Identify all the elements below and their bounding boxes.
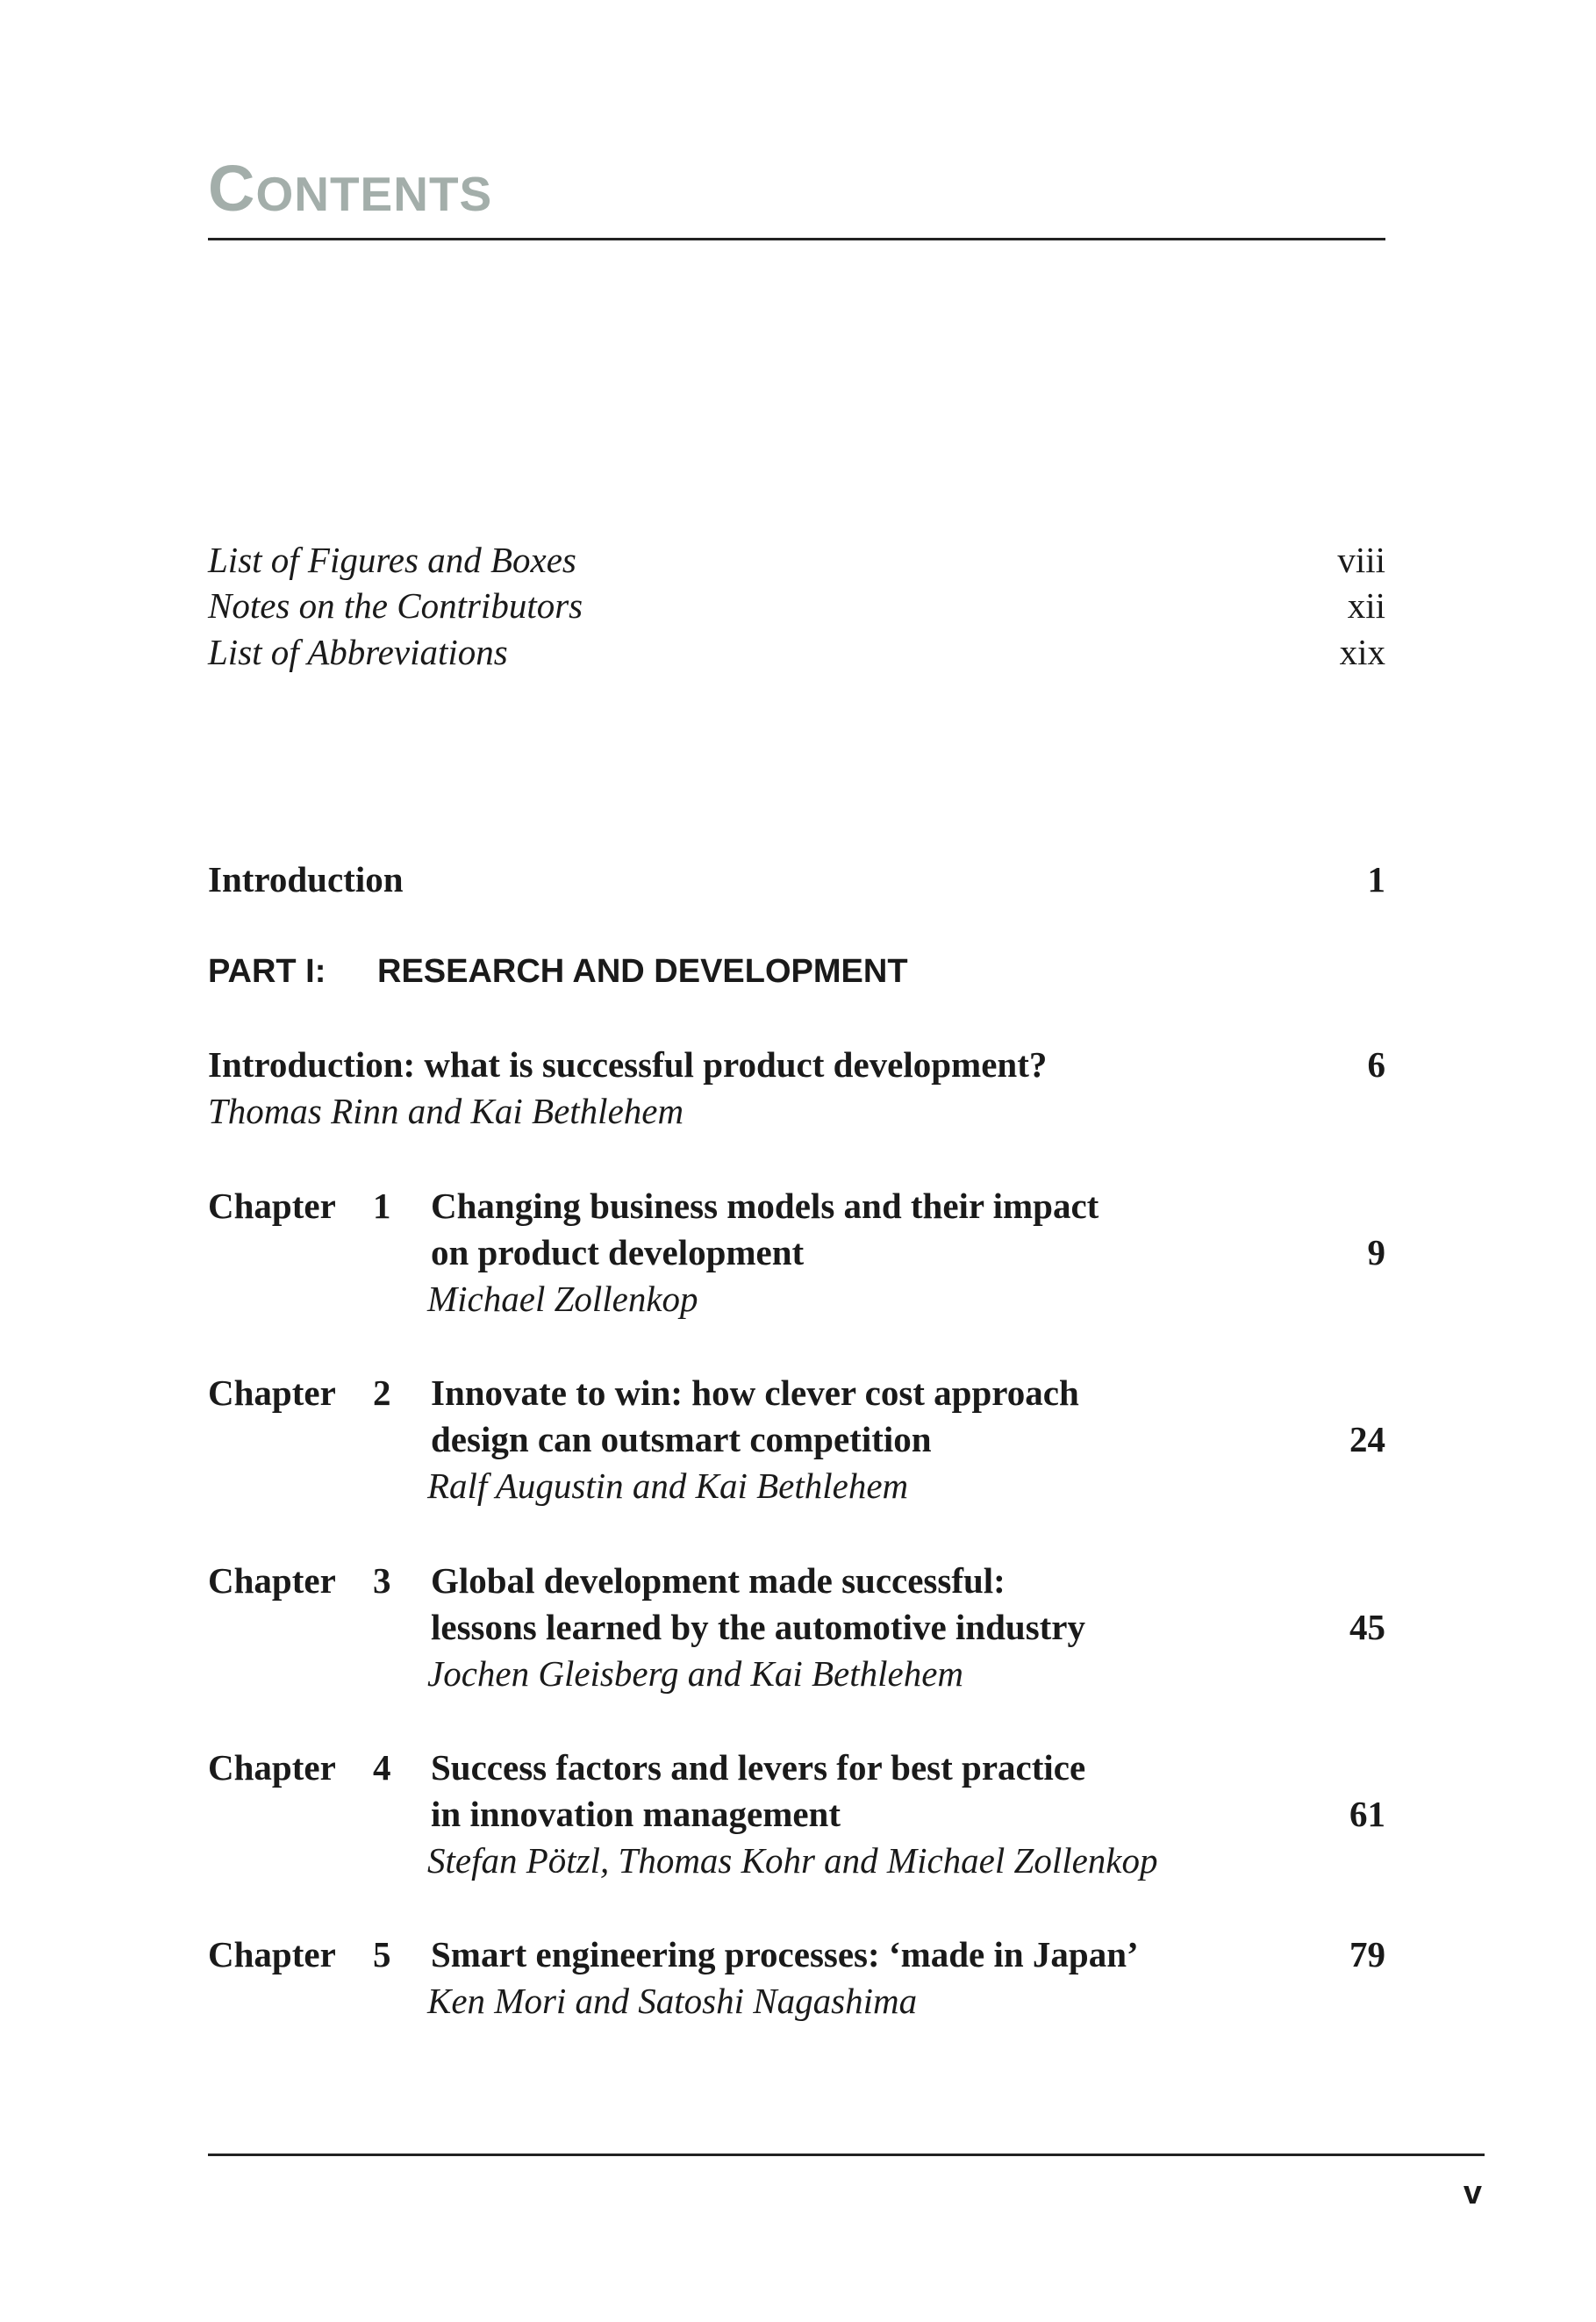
page-title-rest: ONTENTS (255, 167, 493, 221)
page-title-initial: C (208, 152, 256, 225)
chapter-title (431, 1558, 1220, 1651)
toc-entry-title: List of Abbreviations (208, 632, 508, 672)
toc-entry-page: 6 (1367, 1044, 1385, 1085)
toc-entry-contributors[interactable] (208, 583, 1385, 629)
chapter-authors: Jochen Gleisberg and Kai Bethlehem (427, 1653, 964, 1694)
chapter-number: 3 (373, 1560, 391, 1601)
chapter-label: Chapter (208, 1934, 336, 1974)
chapter-title (431, 1183, 1220, 1276)
chapter-page: 79 (1349, 1934, 1385, 1974)
chapter-title (431, 1931, 1220, 1978)
part-title: RESEARCH AND DEVELOPMENT (377, 953, 908, 990)
toc-entry-title: List of Figures and Boxes (208, 540, 576, 580)
chapter-page: 45 (1349, 1607, 1385, 1647)
chapter-number: 1 (373, 1186, 391, 1226)
chapter-title (431, 1370, 1220, 1463)
toc-entry-page: xix (1339, 632, 1385, 672)
part-label: PART I: (208, 953, 326, 990)
toc-entry-page: 1 (1367, 859, 1385, 899)
chapter-page: 9 (1367, 1232, 1385, 1272)
chapter-authors: Ken Mori and Satoshi Nagashima (427, 1981, 918, 2021)
chapter-title-line: lessons learned by the automotive industry (431, 1607, 1086, 1647)
top-rule (208, 238, 1385, 240)
chapter-title-line: Innovate to win: how clever cost approach (431, 1372, 1079, 1413)
chapter-authors: Stefan Pötzl, Thomas Kohr and Michael Zollenkop (427, 1840, 1158, 1881)
toc-entry-title: Notes on the Contributors (208, 585, 583, 626)
chapter-title-line: on product development (431, 1232, 805, 1272)
page-title (208, 152, 493, 225)
chapter-title-line: design can outsmart competition (431, 1419, 932, 1459)
toc-entry-introduction[interactable] (208, 856, 1385, 903)
chapter-title-line: Smart engineering processes: ‘made in Japan’ (431, 1934, 1139, 1974)
chapter-number: 2 (373, 1372, 391, 1413)
chapter-number: 4 (373, 1747, 391, 1788)
toc-entry-figures[interactable] (208, 537, 1385, 584)
toc-entry-title: Introduction (208, 859, 404, 899)
chapter-number: 5 (373, 1934, 391, 1974)
toc-entry-part-intro[interactable] (208, 1042, 1385, 1088)
chapter-authors: Ralf Augustin and Kai Bethlehem (427, 1466, 909, 1506)
toc-entry-authors: Thomas Rinn and Kai Bethlehem (208, 1091, 684, 1131)
page-number: v (1463, 2175, 1482, 2211)
chapter-page: 24 (1349, 1419, 1385, 1459)
chapter-label: Chapter (208, 1372, 336, 1413)
bottom-rule (208, 2154, 1485, 2156)
toc-entry-page: xii (1347, 585, 1385, 626)
chapter-title-line: Global development made successful: (431, 1560, 1006, 1601)
chapter-page: 61 (1349, 1794, 1385, 1834)
chapter-label: Chapter (208, 1747, 336, 1788)
toc-entry-page: viii (1337, 540, 1385, 580)
chapter-label: Chapter (208, 1186, 336, 1226)
chapter-title-line: Changing business models and their impact (431, 1186, 1099, 1226)
chapter-label: Chapter (208, 1560, 336, 1601)
chapter-title (431, 1745, 1220, 1838)
toc-entry-abbreviations[interactable] (208, 629, 1385, 676)
part-heading (208, 950, 908, 993)
chapter-authors: Michael Zollenkop (427, 1279, 698, 1319)
chapter-title-line: Success factors and levers for best practice (431, 1747, 1086, 1788)
toc-entry-title: Introduction: what is successful product development? (208, 1044, 1048, 1085)
chapter-title-line: in innovation management (431, 1794, 841, 1834)
